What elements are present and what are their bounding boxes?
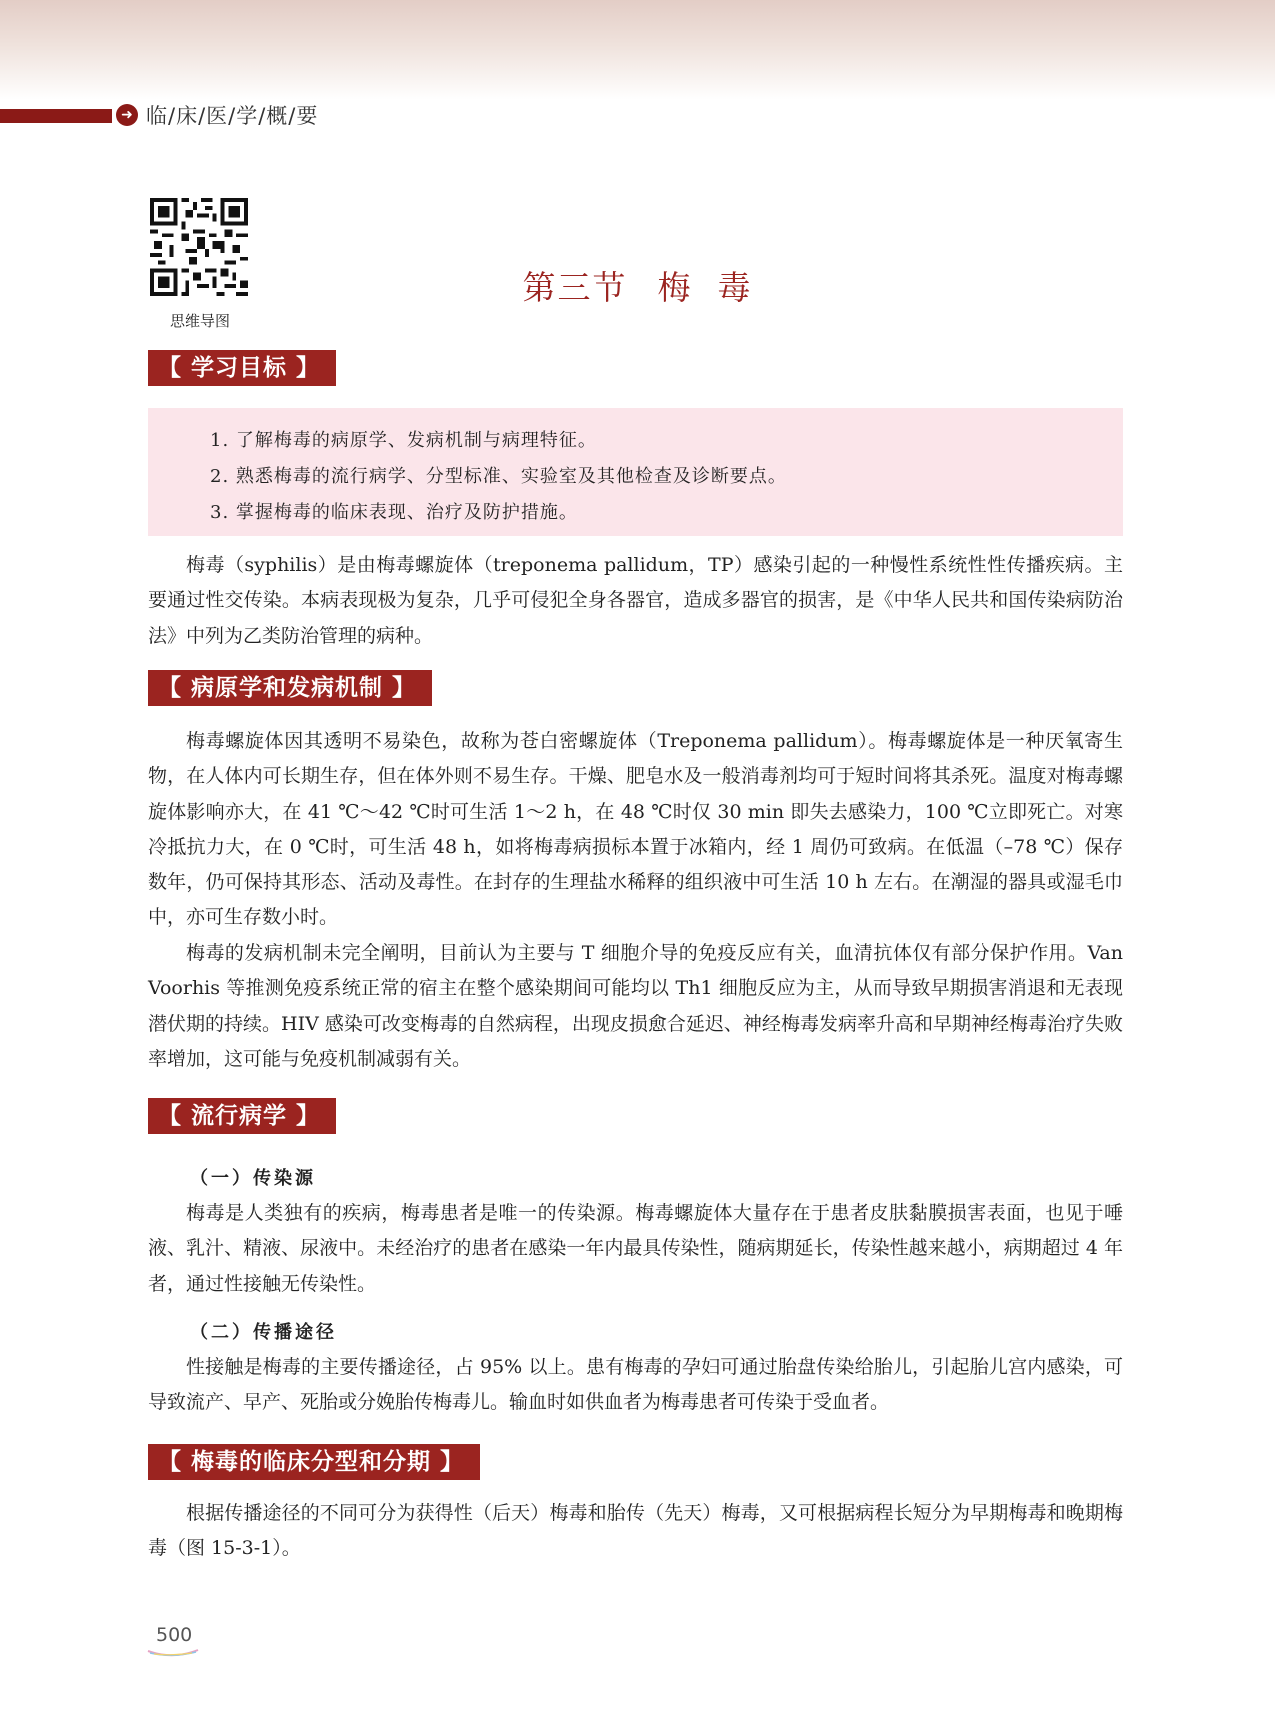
objective-item: 2. 熟悉梅毒的流行病学、分型标准、实验室及其他检查及诊断要点。 <box>210 466 787 487</box>
intro-paragraph: 梅毒（syphilis）是由梅毒螺旋体（treponema pallidum，TP）感染引起的一种慢性系统性性传播疾病。主要通过性交传染。本病表现极为复杂，几乎可侵犯全身各器官，造成多器官的损害，是《中华人民共和国传染病防治法》中列为乙类防治管理的病种。 <box>148 554 1123 647</box>
classification-paragraph: 根据传播途径的不同可分为获得性（后天）梅毒和胎传（先天）梅毒，又可根据病程长短分为早期梅毒和晚期梅毒（图 15-3-1）。 <box>148 1502 1123 1560</box>
page-swoosh-icon <box>146 1644 200 1658</box>
learning-objectives-box <box>148 408 1123 536</box>
section-name: 梅 毒 <box>657 268 753 307</box>
header-accent-bar <box>0 109 112 123</box>
source-paragraph: 梅毒是人类独有的疾病，梅毒患者是唯一的传染源。梅毒螺旋体大量存在于患者皮肤黏膜损害表面，也见于唾液、乳汁、精液、尿液中。未经治疗的患者在感染一年内最具传染性，随病期延长，传染性越来越小，病期超过 4 年者，通过性接触无传染性。 <box>148 1202 1123 1295</box>
section-number: 第三节 <box>522 268 628 307</box>
tag-epidemiology: 【 流行病学 】 <box>148 1098 336 1134</box>
book-title: 临/床/医/学/概/要 <box>146 104 319 128</box>
subhead-source: （一）传染源 <box>190 1168 316 1189</box>
qr-caption: 思维导图 <box>169 312 230 330</box>
tag-learning-objectives: 【 学习目标 】 <box>148 350 336 386</box>
page-number <box>142 1624 202 1664</box>
section-title <box>0 262 1275 309</box>
page-number-text: 500 <box>156 1624 193 1646</box>
tag-classification: 【 梅毒的临床分型和分期 】 <box>148 1444 480 1480</box>
page-top-gradient <box>0 0 1275 100</box>
etiology-paragraph-1: 梅毒螺旋体因其透明不易染色，故称为苍白密螺旋体（Treponema pallidum）。梅毒螺旋体是一种厌氧寄生物，在人体内可长期生存，但在体外则不易生存。干燥、肥皂水及一般消毒剂均可于短时间将其杀死。温度对梅毒螺旋体影响亦大，在 41 ℃～42 ℃时可生活 1～2 h，在 48 ℃时仅 30 min 即失去感染力，100 ℃立即死亡。对寒冷抵抗力大，在 0 ℃时，可生活 48 h，如将梅毒病损标本置于冰箱内，经 1 周仍可致病。在低温（–78 ℃）保存数年，仍可保持其形态、活动及毒性。在封存的生理盐水稀释的组织液中可生活 10 h 左右。在潮湿的器具或湿毛巾中，亦可生存数小时。 <box>148 730 1123 929</box>
route-paragraph: 性接触是梅毒的主要传播途径，占 95% 以上。患有梅毒的孕妇可通过胎盘传染给胎儿，引起胎儿宫内感染，可导致流产、早产、死胎或分娩胎传梅毒儿。输血时如供血者为梅毒患者可传染于受血者。 <box>148 1356 1123 1414</box>
tag-etiology: 【 病原学和发病机制 】 <box>148 670 432 706</box>
etiology-paragraph-2: 梅毒的发病机制未完全阐明，目前认为主要与 T 细胞介导的免疫反应有关，血清抗体仅有部分保护作用。Van Voorhis 等推测免疫系统正常的宿主在整个感染期间可能均以 Th1 细胞反应为主，从而导致早期损害消退和无表现潜伏期的持续。HIV 感染可改变梅毒的自然病程，出现皮损愈合延迟、神经梅毒发病率升高和早期神经梅毒治疗失败率增加，这可能与免疫机制减弱有关。 <box>148 942 1123 1070</box>
objective-item: 1. 了解梅毒的病原学、发病机制与病理特征。 <box>210 430 597 451</box>
objective-item: 3. 掌握梅毒的临床表现、治疗及防护措施。 <box>210 502 578 523</box>
running-header <box>0 100 1275 132</box>
arrow-right-circle-icon: ➜ <box>116 104 138 126</box>
subhead-route: （二）传播途径 <box>190 1322 337 1343</box>
